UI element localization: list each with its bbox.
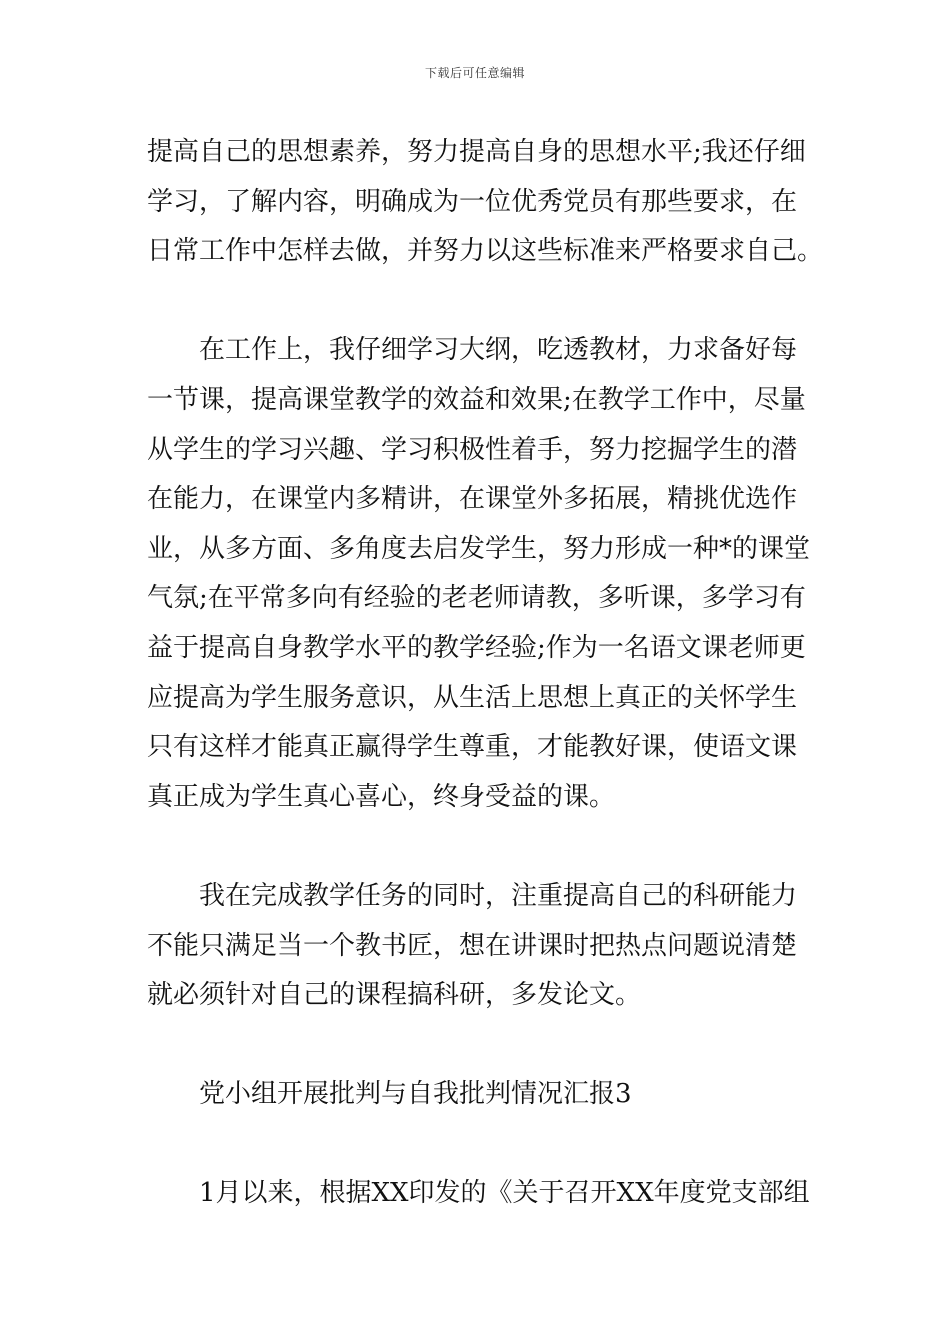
text-line: 日常工作中怎样去做，并努力以这些标准来严格要求自己。 — [147, 236, 824, 267]
paragraph — [147, 128, 824, 277]
page-header: 下载后可任意编辑 — [424, 66, 525, 80]
text-line: 一节课，提高课堂教学的效益和效果;在教学工作中，尽量 — [147, 384, 806, 415]
text-line: 应提高为学生服务意识，从生活上思想上真正的关怀学生 — [147, 682, 798, 713]
text-line: 在工作上，我仔细学习大纲，吃透教材，力求备好每 — [199, 335, 798, 366]
paragraph-gap — [147, 277, 812, 327]
text-line: 在能力，在课堂内多精讲，在课堂外多拓展，精挑优选作 — [147, 484, 798, 515]
paragraph-gap — [147, 1120, 812, 1170]
text-line: 从学生的学习兴趣、学习积极性着手，努力挖掘学生的潜 — [147, 434, 798, 465]
text-line: 1月以来，根据XX印发的《关于召开XX年度党支部组 — [199, 1178, 810, 1209]
text-line: 益于提高自身教学水平的教学经验;作为一名语文课老师更 — [147, 632, 806, 663]
section-heading — [147, 1070, 812, 1120]
paragraph-gap — [147, 1021, 812, 1071]
text-line: 只有这样才能真正赢得学生尊重，才能教好课，使语文课 — [147, 732, 798, 763]
text-line: 我在完成教学任务的同时，注重提高自己的科研能力 — [199, 880, 798, 911]
text-line: 真正成为学生真心喜心，终身受益的课。 — [147, 781, 616, 812]
paragraph — [147, 1169, 812, 1219]
text-line: 业，从多方面、多角度去启发学生，努力形成一种*的课堂 — [147, 533, 811, 564]
paragraph-gap — [147, 822, 812, 872]
paragraph — [147, 326, 812, 822]
text-line: 不能只满足当一个教书匠，想在讲课时把热点问题说清楚 — [147, 930, 798, 961]
heading-line: 党小组开展批判与自我批判情况汇报3 — [199, 1079, 632, 1110]
text-line: 提高自己的思想素养，努力提高自身的思想水平;我还仔细 — [147, 137, 806, 167]
paragraph — [147, 872, 812, 1021]
text-line: 就必须针对自己的课程搞科研，多发论文。 — [147, 980, 642, 1011]
text-line: 学习，了解内容，明确成为一位优秀党员有那些要求，在 — [147, 186, 798, 217]
text-line: 气氛;在平常多向有经验的老老师请教，多听课，多学习有 — [147, 583, 806, 614]
document-body — [147, 128, 824, 1219]
